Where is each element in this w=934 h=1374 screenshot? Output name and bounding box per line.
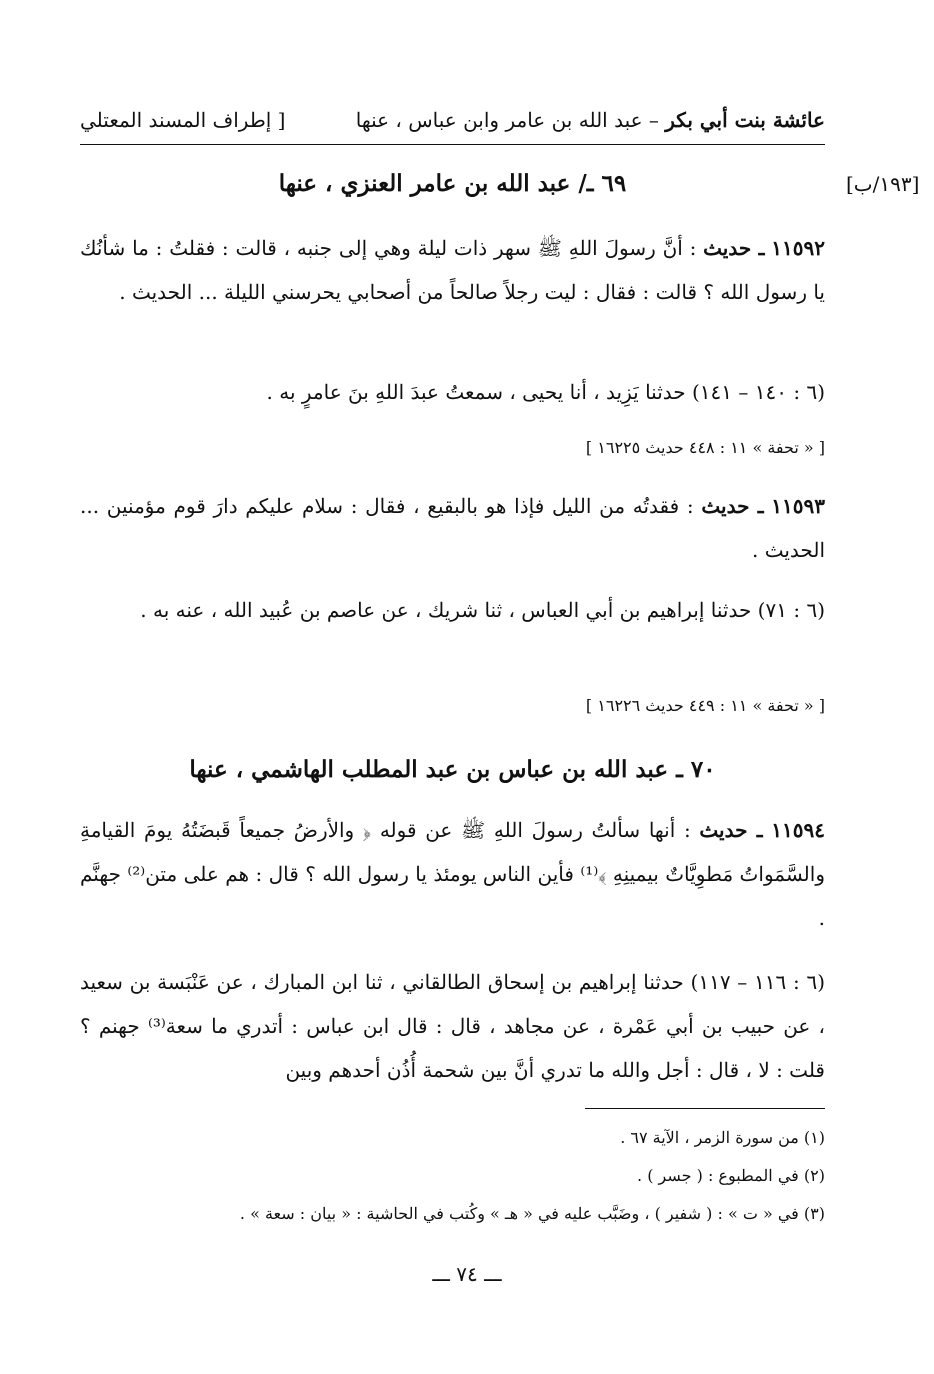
hadith-11592-isnad: (٦ : ١٤٠ – ١٤١) حدثنا يَزِيد ، أنا يحيى ، سمعتُ عبدَ اللهِ بنَ عامرٍ به . (266, 380, 825, 404)
hadith-11593-isnad: (٦ : ٧١) حدثنا إبراهيم بن أبي العباس ، ثنا شريك ، عن عاصم بن عُبيد الله ، عنه به . (140, 598, 825, 622)
margin-folio-note: [١٩٣/ب] (846, 172, 920, 196)
hadith-number: ١١٥٩٢ (771, 236, 825, 260)
section-69-heading: ٦٩ ـ/ عبد الله بن عامر العنزي ، عنها (278, 170, 627, 197)
hadith-11594-isnad: (٦ : ١١٦ – ١١٧) حدثنا إبراهيم بن إسحاق الطالقاني ، ثنا ابن المبارك ، عن عَنْبَسة بن سعيد ، عن حبيب بن أبي عَمْرة ، عن مجاهد ، قال : قال ابن عباس : أتدري ما سعة⁽³⁾ جهنم ؟ قلت : لا ، قال : أجل والله ما تدري أنَّ بين شحمة أُذُن أحدهم وبين (80, 970, 826, 1082)
hadith-11592-tuhfa-ref: [ « تحفة » ١١ : ٤٤٨ حديث ١٦٢٢٥ ] (585, 438, 825, 457)
hadith-11593 (80, 484, 825, 572)
page-number: ـــ ٧٤ ـــ (432, 1262, 502, 1286)
hadith-number: ١١٥٩٤ (771, 818, 825, 842)
hadith-text: : أنَّ رسولَ اللهِ ﷺ سهر ذات ليلة وهي إلى جنبه ، قالت : فقلتُ : ما شأنُك يا رسول الله ؟ قالت : فقال : ليت رجلاً صالحاً من أصحابي يحرسني الليلة ... الحديث . (80, 236, 825, 304)
header-book-title: [ إطراف المسند المعتلي (80, 108, 286, 132)
hadith-label: ـ حديث (701, 494, 764, 518)
hadith-11593-tuhfa-ref: [ « تحفة » ١١ : ٤٤٩ حديث ١٦٢٢٦ ] (585, 696, 825, 715)
footnote-2: (٢) في المطبوع : ( جسر ) . (637, 1166, 825, 1185)
hadith-text: : أنها سألتُ رسولَ اللهِ ﷺ عن قوله ﴿ والأرضُ جميعاً قَبضَتُهُ يومَ القيامةِ والسَّمَواتُ مَطوِيَّاتٌ بيمينِهِ ﴾⁽¹⁾ فأين الناس يومئذ يا رسول الله ؟ قال : هم على متن⁽²⁾ جهنَّم . (80, 818, 825, 930)
running-header (80, 108, 825, 145)
footnote-divider (585, 1108, 825, 1109)
hadith-label: ـ حديث (699, 818, 763, 842)
header-title (356, 108, 825, 132)
section-70-heading: ٧٠ ـ عبد الله بن عباس بن عبد المطلب الهاشمي ، عنها (189, 756, 716, 783)
hadith-11594 (80, 808, 825, 940)
hadith-number: ١١٥٩٣ (771, 494, 826, 518)
footnote-1: (١) من سورة الزمر ، الآية ٦٧ . (620, 1128, 825, 1147)
hadith-label: ـ حديث (703, 236, 765, 260)
footnote-3: (٣) في « ت » : ( شفير ) ، وضَبَّب عليه في « هـ » وكُتب في الحاشية : « بيان : سعة » . (239, 1204, 825, 1223)
header-title-bold: عائشة بنت أبي بكر (665, 108, 825, 132)
header-subtitle: – عبد الله بن عامر وابن عباس ، عنها (355, 108, 659, 132)
hadith-11592 (80, 226, 825, 314)
hadith-text: : فقدتُه من الليل فإذا هو بالبقيع ، فقال : سلام عليكم دارَ قوم مؤمنين ... الحديث . (80, 494, 825, 562)
